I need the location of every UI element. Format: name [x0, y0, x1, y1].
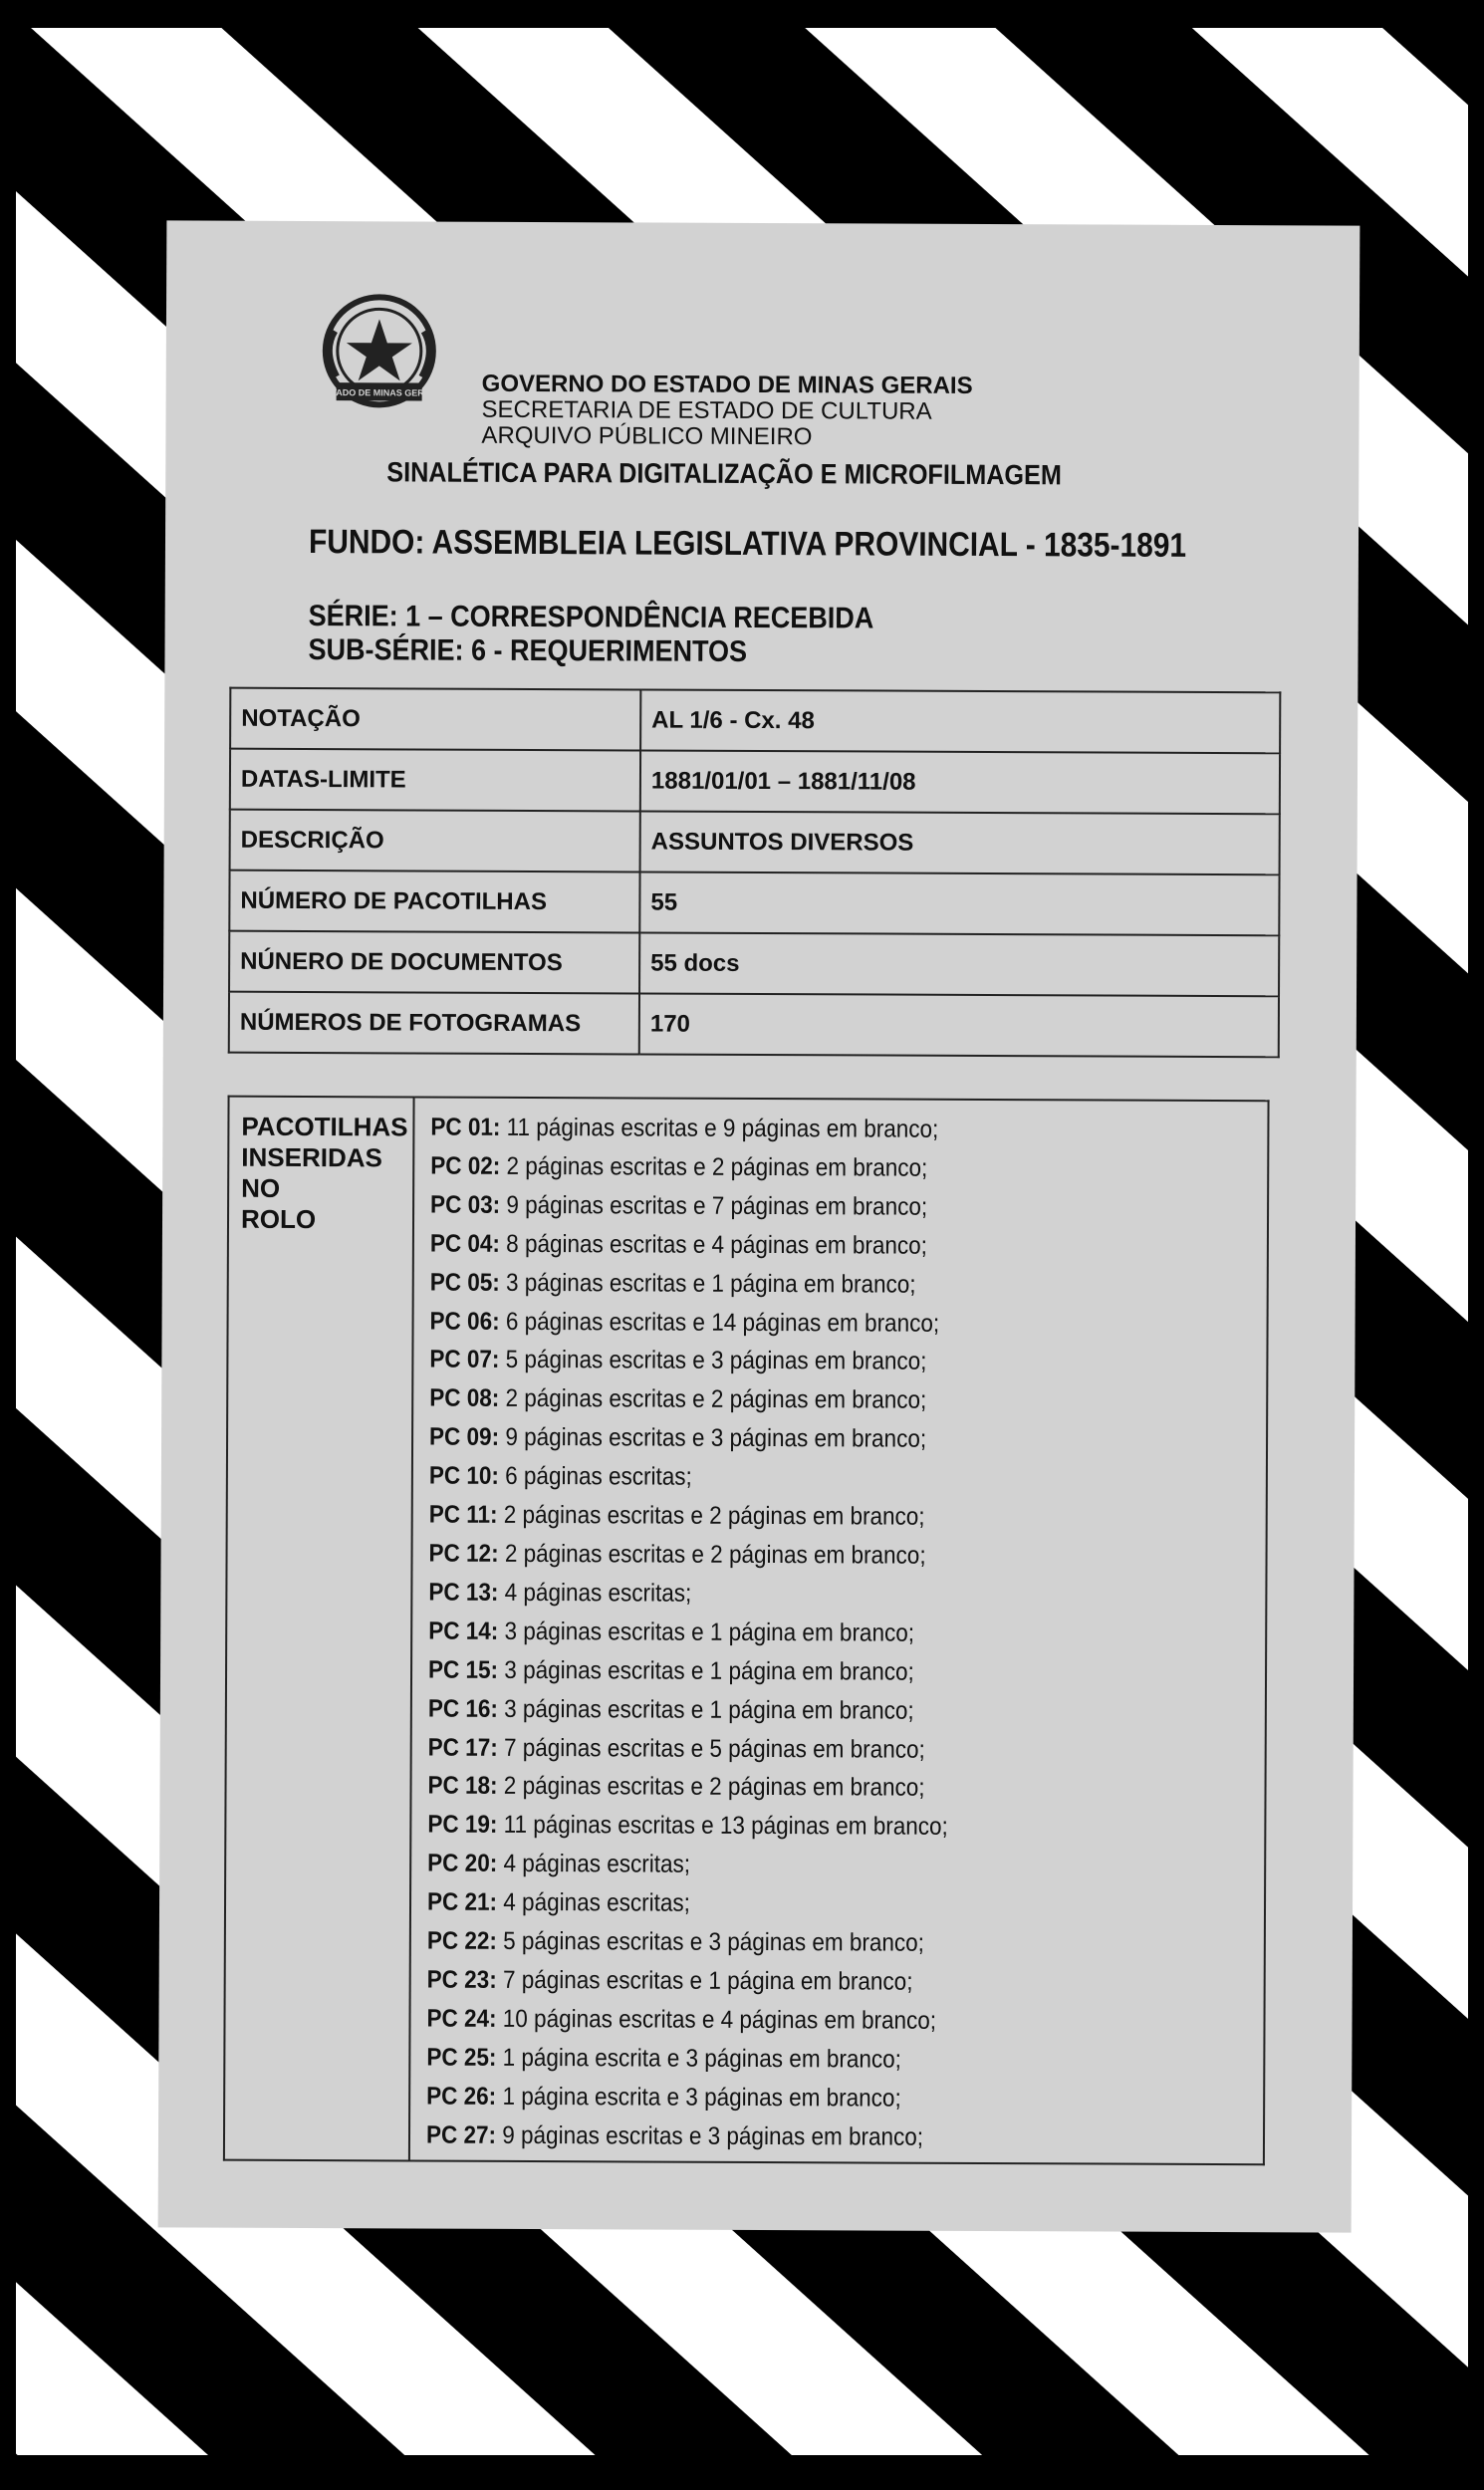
- pacotilha-code: PC 18:: [427, 1771, 498, 1801]
- pacotilha-code: PC 25:: [426, 2043, 497, 2072]
- pacotilha-item: [429, 1302, 1182, 1344]
- pacotilha-code: PC 14:: [428, 1617, 499, 1645]
- pacotilha-item: [430, 1109, 1183, 1150]
- state-seal-icon: [313, 291, 448, 413]
- pacotilha-code: PC 27:: [425, 2120, 497, 2149]
- meta-label: NÚMERO DE PACOTILHAS: [229, 871, 639, 933]
- pacotilha-code: PC 05:: [429, 1268, 500, 1297]
- table-row: [229, 871, 1279, 936]
- pacotilhas-list: [409, 1097, 1269, 2164]
- pacotilha-description: 2 páginas escritas e 2 páginas em branco;: [503, 1772, 925, 1803]
- pacotilha-item: [426, 2077, 1179, 2118]
- pacotilha-code: PC 20:: [427, 1849, 498, 1878]
- pacotilha-description: 1 página escrita e 3 páginas em branco;: [502, 2082, 901, 2113]
- pacotilha-item: [429, 1496, 1182, 1538]
- pacotilha-item: [427, 1767, 1180, 1809]
- secretariat-line: SECRETARIA DE ESTADO DE CULTURA: [481, 395, 932, 425]
- pacotilha-item: [427, 1806, 1180, 1848]
- table-row: [229, 931, 1279, 997]
- pacotilha-code: PC 21:: [426, 1887, 498, 1916]
- pacotilha-code: PC 01:: [430, 1113, 501, 1141]
- pacotilha-description: 7 páginas escritas e 5 páginas em branco;: [503, 1733, 925, 1764]
- pacotilha-code: PC 11:: [428, 1500, 498, 1529]
- pacotilha-code: PC 08:: [429, 1383, 500, 1413]
- pacotilha-code: PC 10:: [428, 1461, 499, 1491]
- table-row: [229, 992, 1279, 1058]
- meta-label: DATAS-LIMITE: [230, 749, 640, 812]
- pacotilha-item: [429, 1418, 1182, 1460]
- series-block: [308, 600, 873, 669]
- pacotilha-item: [428, 1650, 1181, 1692]
- meta-label: DESCRIÇÃO: [230, 810, 640, 872]
- pacotilha-item: [426, 2116, 1179, 2157]
- subserie-heading: SUB-SÉRIE: 6 - REQUERIMENTOS: [308, 633, 748, 668]
- table-row: [230, 749, 1280, 815]
- document-card: [158, 220, 1360, 2232]
- pacotilha-code: PC 22:: [426, 1926, 497, 1955]
- pacotilha-code: PC 17:: [427, 1733, 498, 1762]
- pacotilhas-label-line: INSERIDAS NO: [241, 1141, 382, 1203]
- pacotilhas-label-line: PACOTILHAS: [241, 1111, 408, 1142]
- meta-value: 55 docs: [639, 932, 1279, 996]
- seal-label: ESTADO DE MINAS GERAIS: [319, 387, 439, 398]
- pacotilha-code: PC 07:: [429, 1345, 500, 1374]
- pacotilha-item: [427, 1845, 1180, 1886]
- meta-value: 55: [639, 872, 1279, 935]
- table-row: [224, 1097, 1269, 2165]
- table-row: [230, 688, 1280, 754]
- pacotilha-description: 5 páginas escritas e 3 páginas em branco;: [505, 1346, 927, 1376]
- pacotilha-description: 7 páginas escritas e 1 página em branco;: [502, 1965, 913, 1996]
- document-title: SINALÉTICA PARA DIGITALIZAÇÃO E MICROFILMAGEM: [386, 456, 1062, 491]
- pacotilha-description: 8 páginas escritas e 4 páginas em branco;: [506, 1229, 928, 1260]
- pacotilha-item: [428, 1689, 1181, 1731]
- meta-value: 170: [639, 993, 1279, 1057]
- pacotilha-item: [426, 1999, 1179, 2041]
- pacotilha-item: [427, 1922, 1180, 1964]
- pacotilha-description: 2 páginas escritas e 2 páginas em branco;: [506, 1151, 928, 1182]
- pacotilha-item: [428, 1728, 1181, 1770]
- pacotilhas-label-line: ROLO: [240, 1203, 317, 1235]
- meta-value: AL 1/6 - Cx. 48: [640, 689, 1280, 753]
- pacotilha-item: [426, 2038, 1179, 2080]
- pacotilha-code: PC 09:: [429, 1422, 500, 1452]
- pacotilha-code: PC 04:: [429, 1229, 501, 1258]
- pacotilha-description: 4 páginas escritas;: [504, 1578, 692, 1608]
- pacotilha-code: PC 24:: [426, 2004, 497, 2033]
- pacotilha-item: [430, 1146, 1183, 1188]
- pacotilha-code: PC 23:: [426, 1965, 497, 1994]
- pacotilha-code: PC 26:: [426, 2082, 497, 2111]
- pacotilha-description: 9 páginas escritas e 7 páginas em branco;: [506, 1190, 928, 1221]
- meta-value: ASSUNTOS DIVERSOS: [640, 811, 1280, 874]
- metadata-table: [228, 687, 1282, 1059]
- pacotilha-item: [429, 1379, 1182, 1421]
- pacotilha-item: [430, 1263, 1183, 1305]
- pacotilha-item: [428, 1612, 1181, 1653]
- archive-line: ARQUIVO PÚBLICO MINEIRO: [481, 421, 813, 451]
- meta-label: NOTAÇÃO: [230, 688, 640, 751]
- pacotilha-item: [427, 1883, 1180, 1925]
- pacotilha-description: 6 páginas escritas e 14 páginas em branco;: [505, 1307, 940, 1338]
- table-row: [230, 810, 1280, 875]
- pacotilha-description: 4 páginas escritas;: [503, 1888, 690, 1917]
- fundo-heading: FUNDO: ASSEMBLEIA LEGISLATIVA PROVINCIAL - 1835-1891: [308, 523, 1187, 565]
- pacotilha-description: 2 páginas escritas e 2 páginas em branco;: [505, 1384, 927, 1415]
- pacotilha-description: 4 páginas escritas;: [503, 1850, 691, 1878]
- government-line: GOVERNO DO ESTADO DE MINAS GERAIS: [481, 370, 973, 399]
- pacotilha-description: 2 páginas escritas e 2 páginas em branco;: [503, 1500, 925, 1531]
- meta-value: 1881/01/01 – 1881/11/08: [640, 750, 1280, 814]
- pacotilha-code: PC 16:: [427, 1694, 498, 1723]
- pacotilha-description: 1 página escrita e 3 páginas em branco;: [502, 2043, 901, 2074]
- meta-label: NÚMEROS DE FOTOGRAMAS: [229, 992, 639, 1055]
- pacotilha-description: 11 páginas escritas e 9 páginas em branco;: [506, 1113, 939, 1143]
- pacotilha-item: [429, 1341, 1182, 1382]
- serie-heading: SÉRIE: 1 – CORRESPONDÊNCIA RECEBIDA: [308, 600, 874, 635]
- pacotilha-description: 3 páginas escritas e 1 página em branco;: [504, 1617, 915, 1647]
- pacotilha-item: [428, 1573, 1181, 1615]
- pacotilha-description: 6 páginas escritas;: [505, 1462, 692, 1491]
- pacotilha-item: [427, 1960, 1180, 2002]
- pacotilha-description: 9 páginas escritas e 3 páginas em branco;: [502, 2120, 924, 2151]
- pacotilha-code: PC 03:: [430, 1190, 501, 1219]
- meta-label: NÚNERO DE DOCUMENTOS: [229, 931, 639, 994]
- pacotilha-code: PC 13:: [428, 1578, 499, 1607]
- pacotilha-code: PC 06:: [429, 1307, 500, 1336]
- pacotilha-description: 10 páginas escritas e 4 páginas em branco;: [502, 2004, 937, 2035]
- pacotilha-description: 5 páginas escritas e 3 páginas em branco;: [503, 1926, 924, 1957]
- pacotilha-description: 9 páginas escritas e 3 páginas em branco;: [505, 1423, 927, 1453]
- pacotilha-description: 2 páginas escritas e 2 páginas em branco;: [504, 1539, 926, 1570]
- pacotilha-item: [428, 1535, 1181, 1577]
- pacotilhas-table: [223, 1096, 1270, 2166]
- pacotilha-item: [429, 1457, 1182, 1499]
- pacotilha-code: PC 12:: [428, 1539, 499, 1568]
- pacotilha-code: PC 19:: [427, 1810, 498, 1840]
- pacotilha-description: 3 páginas escritas e 1 página em branco;: [504, 1655, 914, 1686]
- pacotilha-code: PC 02:: [430, 1151, 501, 1180]
- pacotilha-description: 3 páginas escritas e 1 página em branco;: [504, 1694, 914, 1725]
- pacotilhas-label: [224, 1097, 414, 2161]
- pacotilha-code: PC 15:: [427, 1655, 499, 1684]
- pacotilha-description: 3 páginas escritas e 1 página em branco;: [505, 1268, 916, 1299]
- pacotilha-item: [430, 1185, 1183, 1227]
- pacotilha-item: [430, 1224, 1183, 1266]
- pacotilha-description: 11 páginas escritas e 13 páginas em branco;: [503, 1811, 948, 1842]
